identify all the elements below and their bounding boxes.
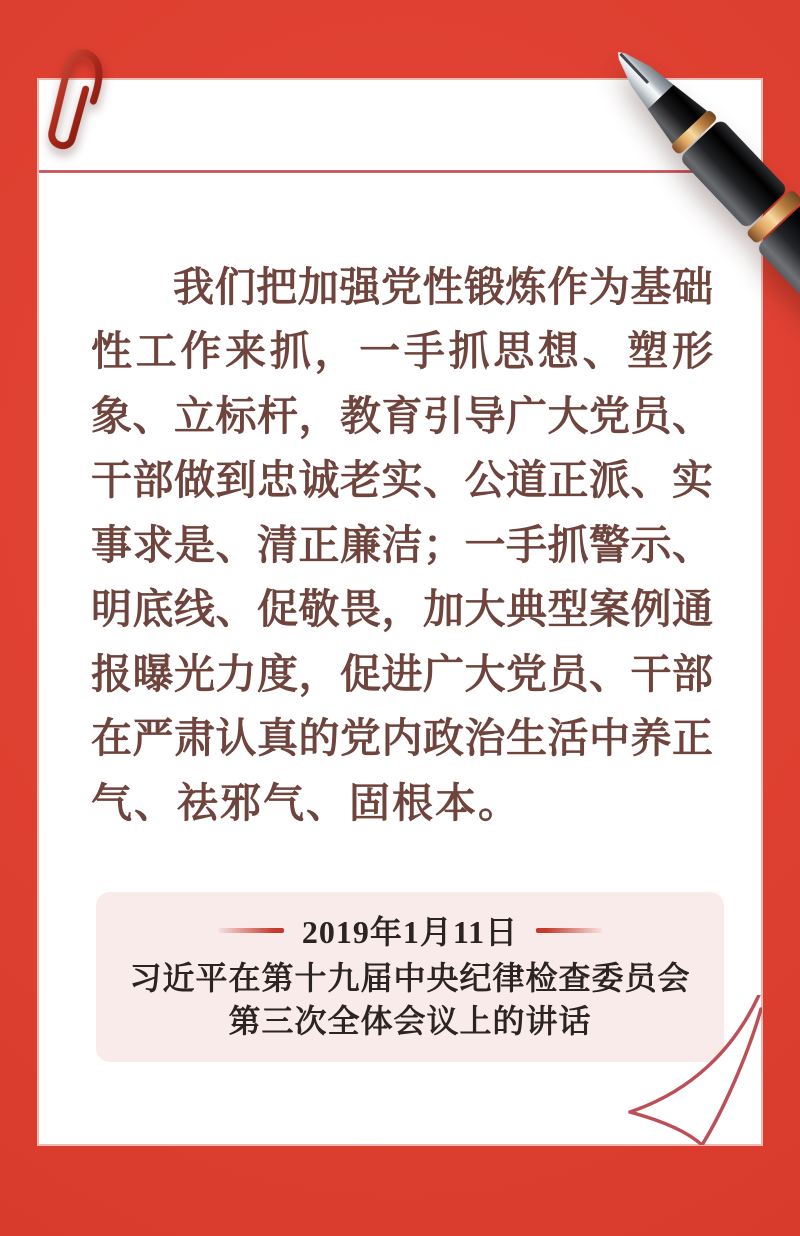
quote-char: 在 [91, 715, 132, 762]
quote-char: 加 [297, 263, 339, 310]
quote-char: ， [298, 650, 340, 697]
quote-char: 大 [464, 650, 506, 697]
quote-char: 杆 [257, 392, 298, 439]
quote-char: 立 [174, 392, 215, 439]
quote-char: 部 [132, 457, 174, 504]
quote-char: 部 [672, 650, 713, 697]
quote-char: 本 [435, 779, 476, 826]
quote-char: 固 [349, 779, 390, 826]
quote-char: 、 [672, 521, 713, 568]
quote-char: 们 [214, 263, 256, 310]
quote-char: 、 [215, 521, 257, 568]
quote-char: 典 [506, 586, 547, 633]
quote-date: 2019年1月11日 [301, 914, 519, 950]
quote-char: 通 [672, 586, 713, 633]
quote-char: 作 [180, 328, 222, 375]
quote-char: 、 [134, 779, 175, 826]
quote-char: 干 [630, 650, 672, 697]
quote-char: 光 [174, 650, 215, 697]
quote-char: ， [298, 392, 340, 439]
quote-char: 型 [547, 586, 589, 633]
quote-line [91, 574, 713, 639]
quote-char: 思 [493, 328, 535, 375]
quote-char: 事 [91, 521, 132, 568]
quote-char: 作 [547, 263, 589, 310]
quote-char: 正 [672, 715, 713, 762]
quote-line [91, 509, 713, 574]
quote-char: 工 [135, 328, 177, 375]
page-curl-icon [622, 995, 762, 1145]
quote-char: 性 [91, 328, 132, 375]
quote-char: 、 [582, 328, 624, 375]
quote-line [91, 445, 713, 510]
quote-char: 员 [547, 650, 589, 697]
quote-char: 线 [174, 586, 215, 633]
quote-char: 肃 [174, 715, 215, 762]
quote-char: 明 [91, 586, 132, 633]
paper-card [37, 78, 763, 1146]
quote-char: 政 [423, 715, 464, 762]
quote-char: 想 [537, 328, 579, 375]
quote-char: ， [381, 586, 423, 633]
quote-char: 活 [547, 715, 589, 762]
quote-char: 大 [547, 392, 589, 439]
quote-char: 、 [630, 457, 672, 504]
quote-char: 清 [257, 521, 298, 568]
quote-char: 认 [215, 715, 257, 762]
quote-char: 正 [547, 457, 589, 504]
quote-char: 性 [422, 263, 464, 310]
quote-char: 标 [215, 392, 257, 439]
quote-char: 进 [381, 650, 423, 697]
quote-char: 严 [132, 715, 174, 762]
quote-char: 内 [381, 715, 423, 762]
quote-char: 党 [589, 392, 630, 439]
quote-char: 炼 [505, 263, 547, 310]
quote-char: 形 [671, 328, 713, 375]
quote-char: 老 [340, 457, 381, 504]
quote-char: 诚 [298, 457, 340, 504]
quote-char: 到 [215, 457, 257, 504]
quote-char: 党 [340, 715, 381, 762]
quote-char: 报 [91, 650, 132, 697]
quote-char: 础 [671, 263, 713, 310]
quote-char: 例 [630, 586, 672, 633]
quote-char: 曝 [132, 650, 174, 697]
quote-char: 抓 [269, 328, 311, 375]
quote-char: 引 [423, 392, 464, 439]
quote-char: 、 [672, 392, 713, 439]
quote-char: 根 [392, 779, 433, 826]
quote-char: 手 [506, 521, 547, 568]
quote-char: 我 [173, 263, 214, 310]
quote-char: 广 [423, 650, 464, 697]
quote-char: 中 [589, 715, 630, 762]
quote-char: 示 [630, 521, 672, 568]
quote-char: 促 [257, 586, 298, 633]
quote-line [91, 767, 713, 832]
quote-char: 教 [340, 392, 381, 439]
quote-char: 警 [589, 521, 630, 568]
quote-char: 、 [306, 779, 347, 826]
left-dash-icon [218, 928, 284, 933]
quote-char: 导 [464, 392, 506, 439]
quote-char: 来 [225, 328, 267, 375]
quote-char: 洁 [381, 521, 423, 568]
quote-line [91, 251, 713, 316]
quote-char: 忠 [257, 457, 298, 504]
quote-char: 育 [381, 392, 423, 439]
quote-char: 一 [464, 521, 506, 568]
quote-char: 加 [423, 586, 464, 633]
quote-char: 是 [174, 521, 215, 568]
quote-char: 力 [215, 650, 257, 697]
quote-char: 养 [630, 715, 672, 762]
quote-char: 抓 [547, 521, 589, 568]
quote-char: 真 [257, 715, 298, 762]
quote-char: 敬 [298, 586, 340, 633]
quote-char: 党 [506, 650, 547, 697]
quote-char: 大 [464, 586, 506, 633]
quote-char: 把 [256, 263, 298, 310]
quote-char: 底 [132, 586, 174, 633]
quote-char: 祛 [177, 779, 218, 826]
quote-char: 一 [359, 328, 401, 375]
quote-char: 基 [630, 263, 672, 310]
quote-char: 做 [174, 457, 215, 504]
quote-char: 气 [91, 779, 132, 826]
quote-text-block [91, 251, 713, 832]
quote-char: 党 [380, 263, 422, 310]
quote-char: 强 [339, 263, 381, 310]
quote-char: 促 [340, 650, 381, 697]
quote-char: 实 [381, 457, 423, 504]
quote-char: 廉 [340, 521, 381, 568]
quote-char: 塑 [627, 328, 669, 375]
header-rule [39, 170, 761, 173]
quote-char: 。 [478, 779, 519, 826]
quote-char: 、 [423, 457, 464, 504]
quote-source-line-1: 习近平在第十九届中央纪律检查委员会 [129, 960, 691, 996]
quote-char: 锻 [464, 263, 506, 310]
quote-char: 的 [298, 715, 340, 762]
quote-char: 抓 [448, 328, 490, 375]
quote-char: 手 [403, 328, 445, 375]
quote-char: ， [314, 328, 356, 375]
quote-char: 干 [91, 457, 132, 504]
quote-char: 、 [132, 392, 174, 439]
quote-source-line-2: 第三次全体会议上的讲话 [228, 1003, 592, 1039]
quote-line [91, 316, 713, 381]
quote-char: 畏 [340, 586, 381, 633]
quote-char: 员 [630, 392, 672, 439]
quote-char: 派 [589, 457, 630, 504]
quote-char: 气 [263, 779, 304, 826]
quote-line [91, 638, 713, 703]
quote-char: 实 [672, 457, 713, 504]
quote-char: 案 [589, 586, 630, 633]
quote-char: 、 [589, 650, 630, 697]
quote-char: 度 [257, 650, 298, 697]
quote-char: 邪 [220, 779, 261, 826]
quote-char: 治 [464, 715, 506, 762]
quote-char: 道 [506, 457, 547, 504]
quote-char: 求 [132, 521, 174, 568]
quote-char: 生 [506, 715, 547, 762]
quote-char: 、 [215, 586, 257, 633]
quote-char: 象 [91, 392, 132, 439]
quote-line [91, 703, 713, 768]
quote-char: 广 [506, 392, 547, 439]
right-dash-icon [536, 928, 602, 933]
quote-char: ； [423, 521, 464, 568]
quote-char: 正 [298, 521, 340, 568]
quote-line [91, 380, 713, 445]
quote-char: 公 [464, 457, 506, 504]
quote-char: 为 [588, 263, 630, 310]
date-row [96, 910, 724, 950]
